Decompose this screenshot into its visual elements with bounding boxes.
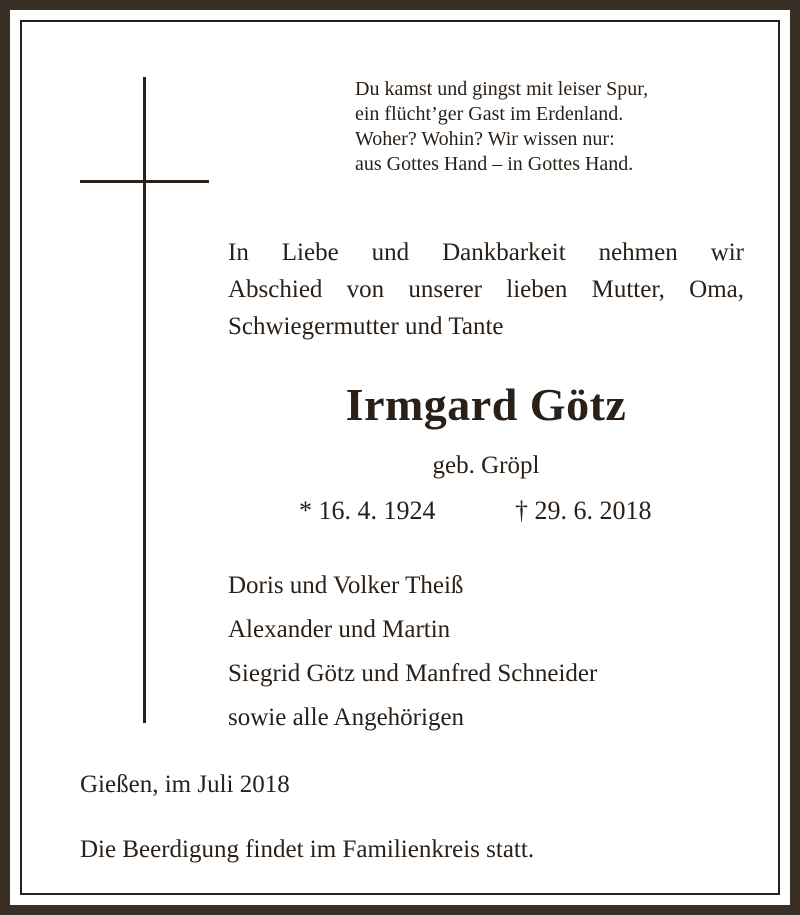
place-and-date: Gießen, im Juli 2018 bbox=[80, 771, 290, 798]
intro-line: In Liebe und Dankbarkeit nehmen wir bbox=[228, 239, 744, 266]
mourner-line: Doris und Volker Theiß bbox=[228, 572, 464, 599]
poem-line: Woher? Wohin? Wir wissen nur: bbox=[355, 128, 615, 150]
death-date: † 29. 6. 2018 bbox=[515, 496, 652, 525]
deceased-name: Irmgard Götz bbox=[345, 379, 627, 430]
cross-horizontal-bar bbox=[80, 180, 209, 183]
cross-vertical-bar bbox=[143, 77, 146, 723]
mourners-list bbox=[228, 569, 597, 745]
intro-line: Schwiegermutter und Tante bbox=[228, 313, 504, 340]
poem-line: aus Gottes Hand – in Gottes Hand. bbox=[355, 153, 634, 175]
intro-line: Abschied von unserer lieben Mutter, Oma, bbox=[228, 276, 744, 303]
obituary-notice bbox=[10, 10, 790, 905]
poem-line: ein flücht’ger Gast im Erdenland. bbox=[355, 103, 624, 125]
memorial-poem bbox=[355, 77, 648, 177]
poem-line: Du kamst und gingst mit leiser Spur, bbox=[355, 78, 649, 100]
maiden-name: geb. Gröpl bbox=[432, 452, 540, 479]
intro-text bbox=[228, 234, 744, 345]
mourner-line: Siegrid Götz und Manfred Schneider bbox=[228, 660, 598, 687]
funeral-note: Die Beerdigung findet im Familienkreis statt. bbox=[80, 836, 535, 863]
mourner-line: sowie alle Angehörigen bbox=[228, 704, 465, 731]
birth-date: * 16. 4. 1924 bbox=[299, 496, 436, 525]
mourner-line: Alexander und Martin bbox=[228, 616, 451, 643]
notice-border bbox=[20, 20, 780, 895]
